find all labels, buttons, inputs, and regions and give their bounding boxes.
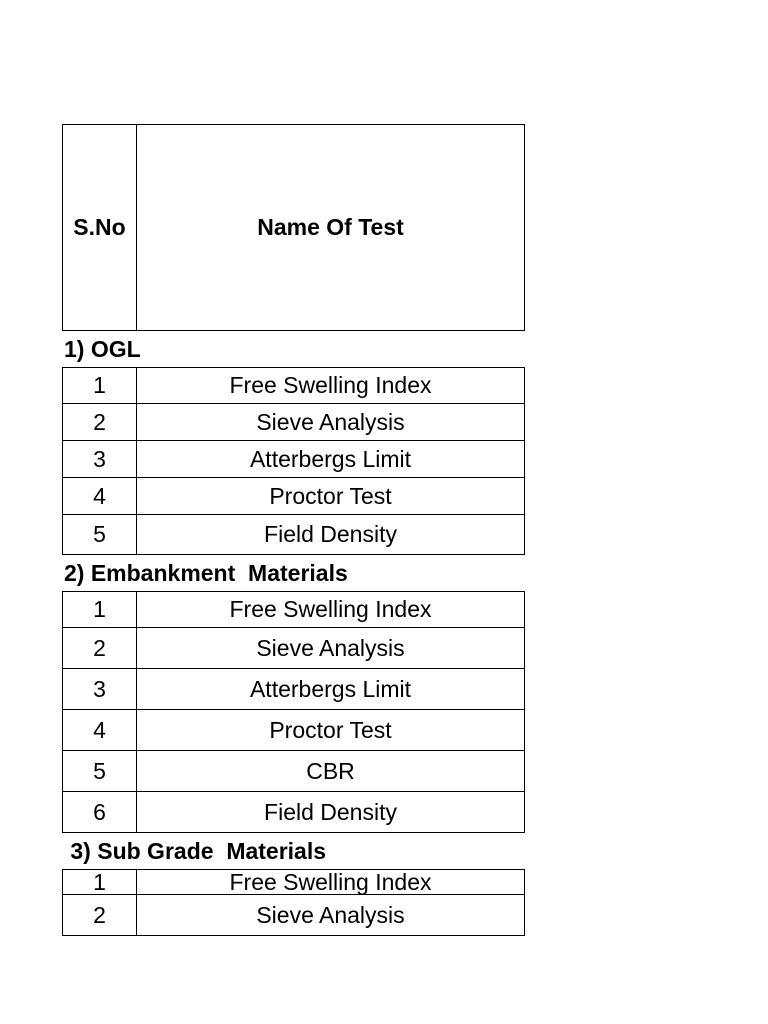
row-test-name: Sieve Analysis bbox=[136, 404, 525, 441]
header-sno: S.No bbox=[62, 124, 136, 331]
table-row bbox=[62, 404, 525, 441]
row-number: 3 bbox=[62, 669, 136, 710]
table-row bbox=[62, 792, 525, 833]
section-title-ogl: 1) OGL bbox=[64, 335, 141, 362]
row-test-name: Field Density bbox=[136, 792, 525, 833]
table-row bbox=[62, 669, 525, 710]
row-number: 4 bbox=[62, 710, 136, 751]
row-test-name: CBR bbox=[136, 751, 525, 792]
table-row bbox=[62, 478, 525, 515]
row-number: 2 bbox=[62, 404, 136, 441]
row-number: 3 bbox=[62, 441, 136, 478]
row-test-name: Atterbergs Limit bbox=[136, 669, 525, 710]
row-test-name: Free Swelling Index bbox=[136, 367, 525, 404]
row-test-name: Atterbergs Limit bbox=[136, 441, 525, 478]
row-number: 1 bbox=[62, 367, 136, 404]
row-test-name: Free Swelling Index bbox=[136, 869, 525, 895]
row-number: 1 bbox=[62, 869, 136, 895]
row-test-name: Free Swelling Index bbox=[136, 591, 525, 628]
row-number: 4 bbox=[62, 478, 136, 515]
row-number: 5 bbox=[62, 751, 136, 792]
table-row bbox=[62, 710, 525, 751]
row-number: 6 bbox=[62, 792, 136, 833]
table-row bbox=[62, 441, 525, 478]
table-row bbox=[62, 628, 525, 669]
table-row bbox=[62, 591, 525, 628]
table-row bbox=[62, 895, 525, 936]
table-row bbox=[62, 869, 525, 895]
table-row bbox=[62, 751, 525, 792]
row-test-name: Sieve Analysis bbox=[136, 628, 525, 669]
section-title-sub-grade: 3) Sub Grade Materials bbox=[64, 837, 327, 864]
table-row bbox=[62, 367, 525, 404]
row-test-name: Proctor Test bbox=[136, 710, 525, 751]
table-header-row bbox=[62, 124, 525, 331]
row-test-name: Sieve Analysis bbox=[136, 895, 525, 936]
row-number: 2 bbox=[62, 895, 136, 936]
row-number: 2 bbox=[62, 628, 136, 669]
row-test-name: Field Density bbox=[136, 515, 525, 555]
test-table bbox=[62, 124, 525, 936]
header-name-of-test: Name Of Test bbox=[136, 124, 525, 331]
row-number: 1 bbox=[62, 591, 136, 628]
section-title-embankment: 2) Embankment Materials bbox=[64, 559, 348, 586]
table-row bbox=[62, 515, 525, 555]
row-test-name: Proctor Test bbox=[136, 478, 525, 515]
row-number: 5 bbox=[62, 515, 136, 555]
